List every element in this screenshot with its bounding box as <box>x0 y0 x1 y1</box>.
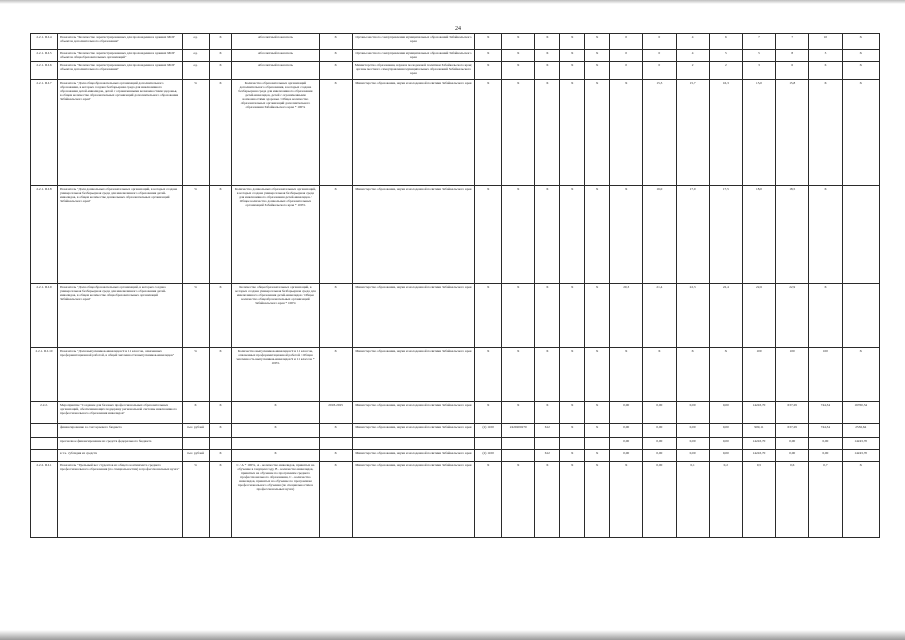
table-cell <box>585 438 610 450</box>
table-cell: 0,00 <box>809 438 842 450</box>
table-cell: Абсолютный показатель <box>232 50 319 62</box>
indicators-table <box>30 33 880 538</box>
table-cell: Х <box>502 284 535 348</box>
table-cell: 5 <box>742 50 775 62</box>
table-cell: Х <box>475 34 502 50</box>
table-cell: Х <box>610 186 643 284</box>
table-cell: Количество дошкольных образовательных организаций, в которых создана универсальная безбарьерная среда для инклюзивного образования детей-инвалидов / Общее количество дошкольных образовательных организаций Забайкальского края * 100% <box>232 186 319 284</box>
table-cell <box>560 438 585 450</box>
table-cell: Х <box>319 50 352 62</box>
table-cell: Х <box>209 284 232 348</box>
table-cell: Министерство образования, науки и молодежной политики Забайкальского края <box>352 424 474 438</box>
table-cell: 0,00 <box>809 450 842 462</box>
table-cell <box>31 450 58 462</box>
table-cell: Х <box>560 62 585 80</box>
table-row <box>31 348 880 402</box>
table-cell: Х <box>319 348 352 402</box>
table-cell: 0,00 <box>643 424 676 438</box>
table-cell: тыс. рублей <box>182 450 209 462</box>
table-cell <box>535 438 560 450</box>
table-cell: Х <box>809 186 842 284</box>
table-cell: Х <box>585 80 610 186</box>
table-cell: 0,00 <box>709 402 742 424</box>
table-cell: 7 <box>776 34 809 50</box>
table-cell: 4 <box>676 34 709 50</box>
table-cell: 14243,70 <box>842 450 879 462</box>
table-cell: Х <box>209 34 232 50</box>
table-cell: 0,00 <box>676 450 709 462</box>
table-cell: Министерство образования, науки и молодежной политики Забайкальского края <box>352 402 474 424</box>
table-cell: прогнозное финансирование из средств федерального бюджета <box>57 438 182 450</box>
table-cell: 3 <box>809 50 842 62</box>
table-cell: 10 <box>809 34 842 50</box>
table-cell: 8 <box>776 50 809 62</box>
table-cell: % <box>182 186 209 284</box>
table-cell: Х <box>585 450 610 462</box>
table-cell: 0,2 <box>709 462 742 538</box>
table-cell: Х <box>502 62 535 80</box>
table-cell: Показатель "Количество зарегистрированных для прохождения в зданиях МОУ объектов дополнительного образования" <box>57 34 182 50</box>
table-cell: Х <box>560 450 585 462</box>
table-cell: Количество выпускников-инвалидов 9 и 11 классов, охваченных профориентационной работой / Общая численность выпускников-инвалидов 9 и 11 классов * 100% <box>232 348 319 402</box>
table-cell: 22,3 <box>676 284 709 348</box>
table-cell: 2.2.1. II.I.9 <box>31 284 58 348</box>
table-cell: Х <box>842 80 879 186</box>
table-cell: Х <box>535 284 560 348</box>
table-cell: 7 <box>742 34 775 50</box>
table-cell: С / А * 100%, А - количество инвалидов, принятых на обучение в текущем году, В - количество инвалидов, принятых на обучение по программам среднего профессионального образования, С - количество инвалидов, принятых на обучение по программам профессионального обучения (по специальностям в профессиональных вузах) <box>232 462 319 538</box>
table-cell <box>352 438 474 450</box>
table-cell: Х <box>560 348 585 402</box>
table-cell: 0,7 <box>809 462 842 538</box>
table-row <box>31 284 880 348</box>
table-cell: Х <box>585 50 610 62</box>
table-cell <box>475 438 502 450</box>
table-cell: Органы местного самоуправления муниципальных образований Забайкальского края <box>352 34 474 50</box>
table-cell: Х <box>502 462 535 538</box>
table-cell: 0,00 <box>610 438 643 450</box>
table-cell: 0 <box>610 34 643 50</box>
table-cell: 3 <box>742 62 775 80</box>
table-cell: Министерство образования, науки и молодежной политики Забайкальского края <box>352 284 474 348</box>
table-cell: 612 <box>535 424 560 438</box>
table-cell: 16,3 <box>709 80 742 186</box>
table-cell: Х <box>560 80 585 186</box>
table-cell: 0,00 <box>643 438 676 450</box>
table-cell: Количество общеобразовательных организаций, в которых создана универсальная безбарьерная среда для инклюзивного образования детей-инвалидов / Общее количество общеобразовательных организаций Забайкальского края * 100% <box>232 284 319 348</box>
table-cell: 22,4 <box>709 284 742 348</box>
table-cell: Х <box>319 424 352 438</box>
table-cell: 6 <box>809 62 842 80</box>
table-cell: Х <box>475 462 502 538</box>
table-cell: 0 <box>643 50 676 62</box>
table-cell: 2.2.1. II.I.4 <box>31 34 58 50</box>
table-cell: 17,0 <box>676 186 709 284</box>
table-cell: 2.2.2. II.I.1 <box>31 462 58 538</box>
table-cell: 2.2.1. II.I.5 <box>31 50 58 62</box>
table-cell: 2018-2025 <box>319 402 352 424</box>
table-cell: 2.2.1. II.I.7 <box>31 80 58 186</box>
table-cell: Х <box>610 462 643 538</box>
table-cell: Х <box>232 450 319 462</box>
table-cell: Х <box>502 186 535 284</box>
table-cell: Х <box>809 80 842 186</box>
table-cell: Х <box>842 50 879 62</box>
table-cell: 0,00 <box>709 424 742 438</box>
table-row <box>31 450 880 462</box>
table-cell <box>319 438 352 450</box>
table-cell: Х <box>535 402 560 424</box>
table-cell: Х <box>535 50 560 62</box>
table-cell: Х <box>319 186 352 284</box>
table-cell: Абсолютный показатель <box>232 34 319 50</box>
table-cell: 909,11 <box>742 424 775 438</box>
table-cell: 0,1 <box>676 462 709 538</box>
table-cell: Х <box>502 80 535 186</box>
table-cell <box>182 438 209 450</box>
table-cell: (2) 1100 <box>475 424 502 438</box>
table-cell: Х <box>319 462 352 538</box>
table-cell: 100 <box>809 348 842 402</box>
table-cell: Показатель "Доля общеобразовательных организаций, в которых создана универсальная безбарьерная среда для инклюзивного образования детей-инвалидов, в общем количестве общеобразовательных организаций Забайкальского края" <box>57 284 182 348</box>
table-cell <box>209 438 232 450</box>
table-cell: 15,7 <box>676 80 709 186</box>
table-cell: 637,29 <box>776 402 809 424</box>
table-cell: Министерство образования, науки и молодежной политики Забайкальского края <box>352 186 474 284</box>
table-cell: Показатель "Количество зарегистрированных для прохождения в зданиях МОУ объектов общеобразовательных организаций" <box>57 50 182 62</box>
table-cell <box>842 284 879 348</box>
table-cell: 5 <box>709 50 742 62</box>
table-cell: 0,00 <box>643 450 676 462</box>
table-cell: Министерство образования, науки и молодежной политики Забайкальского края <box>352 462 474 538</box>
table-cell: Х <box>209 402 232 424</box>
table-cell: Х <box>560 186 585 284</box>
table-cell: 744,34 <box>809 402 842 424</box>
table-cell: 15,0 <box>742 80 775 186</box>
table-cell: Показатель "Доля дошкольных образовательных организаций, в которых создана универсальная безбарьерная среда для инклюзивного образования детей-инвалидов, в общем количестве дошкольных образовательных организаций Забайкальского края" <box>57 186 182 284</box>
table-cell: 0,00 <box>776 438 809 450</box>
table-cell: 0,00 <box>610 424 643 438</box>
table-cell: Х <box>535 80 560 186</box>
table-cell: 0,00 <box>643 462 676 538</box>
table-cell: Количество образовательных организаций дополнительного образования, в которых создана безбарьерная среда для инклюзивного образования детей-инвалидов, детей с ограниченными возможностями здоровья / Общее количество образовательных организаций дополнительного образования Забайкальского края * 100% <box>232 80 319 186</box>
table-cell: Х <box>209 62 232 80</box>
table-cell: Х <box>842 462 879 538</box>
table-cell: Х <box>560 462 585 538</box>
table-cell: Х <box>643 348 676 402</box>
table-cell: Показатель "Доля выпускников-инвалидов 9 и 11 классов, охваченных профориентационной работой, в общей численности выпускников-инвалидов" <box>57 348 182 402</box>
table-cell: Органы местного самоуправления муниципальных образований Забайкальского края <box>352 50 474 62</box>
table-cell: Х <box>585 462 610 538</box>
table-row <box>31 34 880 50</box>
table-cell: в т.ч. субсидия из средств <box>57 450 182 462</box>
table-cell: Министерство образования, науки и молодежной политики Забайкальского края <box>352 450 474 462</box>
table-row <box>31 50 880 62</box>
table-cell: 2536,64 <box>842 424 879 438</box>
table-cell <box>31 438 58 450</box>
table-cell: Х <box>585 402 610 424</box>
table-cell: 2420200270 <box>502 424 535 438</box>
table-cell: Х <box>585 424 610 438</box>
table-cell: Мероприятие "Создание для базовых профессиональных образовательных организаций, обеспечивающих поддержку региональной системы инклюзивного профессионального образования инвалидов" <box>57 402 182 424</box>
table-cell: 100 <box>742 348 775 402</box>
table-cell: 16,0 <box>643 186 676 284</box>
scan-edge-top <box>0 0 905 4</box>
table-cell: Х <box>475 402 502 424</box>
table-cell: Х <box>585 186 610 284</box>
table-cell: 17,5 <box>709 186 742 284</box>
table-cell: 18,5 <box>776 186 809 284</box>
table-cell: 0,00 <box>610 402 643 424</box>
table-cell: Х <box>475 186 502 284</box>
table-cell: Х <box>319 80 352 186</box>
table-cell: 100 <box>776 348 809 402</box>
table-row <box>31 80 880 186</box>
table-cell: 0,00 <box>610 450 643 462</box>
table-cell: Х <box>610 80 643 186</box>
table-cell: Х <box>585 348 610 402</box>
table-cell <box>842 186 879 284</box>
table-cell: 2 <box>676 62 709 80</box>
table-cell: Х <box>232 402 319 424</box>
table-cell: 2.2.2. <box>31 402 58 424</box>
table-cell: Х <box>610 348 643 402</box>
table-cell: Х <box>535 34 560 50</box>
table-cell: 14243,70 <box>742 402 775 424</box>
table-cell: Х <box>209 186 232 284</box>
table-row <box>31 438 880 450</box>
table-cell: финансирование за счет краевого бюджета <box>57 424 182 438</box>
table-cell: Х <box>560 50 585 62</box>
table-cell: Х <box>809 284 842 348</box>
table-cell: 612 <box>535 450 560 462</box>
table-cell: % <box>182 80 209 186</box>
table-cell: ед. <box>182 50 209 62</box>
table-cell: Х <box>502 34 535 50</box>
table-cell: 2.2.1. II.I.8 <box>31 186 58 284</box>
table-cell: Х <box>209 424 232 438</box>
table-cell: 0 <box>643 62 676 80</box>
table-cell <box>502 438 535 450</box>
table-cell: Х <box>319 62 352 80</box>
table-cell: 21,4 <box>643 284 676 348</box>
table-cell: 6 <box>776 62 809 80</box>
table-cell: Х <box>319 450 352 462</box>
table-cell: Х <box>232 424 319 438</box>
table-cell: Х <box>842 62 879 80</box>
table-cell: Х <box>475 284 502 348</box>
table-cell: Х <box>182 402 209 424</box>
table-cell: Х <box>585 284 610 348</box>
table-cell: Министерство образования, науки и молодежной политики Забайкальского края; органы местного самоуправления муниципальных образований Забайкальского края <box>352 62 474 80</box>
table-cell: 16760,34 <box>842 402 879 424</box>
table-cell: 2 <box>709 62 742 80</box>
table-cell: Х <box>535 186 560 284</box>
table-cell: 22,9 <box>776 284 809 348</box>
table-cell: 4 <box>676 50 709 62</box>
table-cell: Х <box>585 34 610 50</box>
table-cell: 0,00 <box>676 438 709 450</box>
table-cell: 6 <box>709 34 742 50</box>
table-cell: Х <box>709 348 742 402</box>
table-cell: 744,34 <box>809 424 842 438</box>
table-cell: Х <box>209 450 232 462</box>
table-cell: Х <box>502 348 535 402</box>
table-cell: 637,29 <box>776 424 809 438</box>
table-cell: Х <box>475 62 502 80</box>
table-cell: Х <box>475 348 502 402</box>
table-cell: Х <box>842 34 879 50</box>
table-cell: Х <box>676 348 709 402</box>
table-cell: Х <box>502 50 535 62</box>
table-cell: 2.2.1. II.I.10 <box>31 348 58 402</box>
table-cell: % <box>182 462 209 538</box>
table-cell: Х <box>585 62 610 80</box>
table-cell: 0,00 <box>643 402 676 424</box>
table-cell: 15,3 <box>643 80 676 186</box>
table-cell: 14243,70 <box>842 438 879 450</box>
table-cell: Х <box>502 402 535 424</box>
table-cell: тыс. рублей <box>182 424 209 438</box>
table-row <box>31 402 880 424</box>
page-number: 24 <box>455 26 461 32</box>
table-cell: 0,00 <box>709 450 742 462</box>
table-cell: 15,8 <box>776 80 809 186</box>
table-cell: Х <box>535 62 560 80</box>
table-cell: 0 <box>610 62 643 80</box>
table-cell: 20,3 <box>610 284 643 348</box>
table-cell: Х <box>560 284 585 348</box>
table-cell: 18,0 <box>742 186 775 284</box>
table-cell: Х <box>535 462 560 538</box>
table-cell: ед. <box>182 62 209 80</box>
table-cell: Х <box>209 462 232 538</box>
table-cell: (2) 1100 <box>475 450 502 462</box>
table-cell: Министерство образования, науки и молодежной политики Забайкальского края <box>352 80 474 186</box>
table-cell: Х <box>319 284 352 348</box>
table-cell: ед. <box>182 34 209 50</box>
table-cell: 0,5 <box>742 462 775 538</box>
table-cell: 14243,70 <box>742 450 775 462</box>
table-cell: 0 <box>643 34 676 50</box>
table-cell: 0,6 <box>776 462 809 538</box>
table-cell: 0,00 <box>676 402 709 424</box>
table-cell: 2.2.1. II.I.6 <box>31 62 58 80</box>
table-cell: Показатель "Удельный вес студентов из общего контингента среднего профессионального образования (по специальностям) в профессиональных вузах" <box>57 462 182 538</box>
table-row <box>31 62 880 80</box>
table-cell: Показатель "Доля общеобразовательных организаций дополнительного образования, в которых создана безбарьерная среда для инклюзивного образования детей-инвалидов, детей с ограниченными возможностями здоровья, в общем количестве образовательных организаций дополнительного образования Забайкальского края" <box>57 80 182 186</box>
table-cell <box>31 424 58 438</box>
table-cell: 0 <box>610 50 643 62</box>
table-cell: Х <box>475 50 502 62</box>
table-row <box>31 186 880 284</box>
table-cell: Х <box>475 80 502 186</box>
table-cell: 0,00 <box>776 450 809 462</box>
table-cell: 0,00 <box>676 424 709 438</box>
table-cell: 14243,70 <box>742 438 775 450</box>
table-cell: % <box>182 348 209 402</box>
table-cell <box>502 450 535 462</box>
table-cell: Х <box>209 348 232 402</box>
table-cell: Х <box>560 34 585 50</box>
table-cell: Х <box>209 50 232 62</box>
table-cell: % <box>182 284 209 348</box>
table-cell: Абсолютный показатель <box>232 62 319 80</box>
scan-edge-bottom <box>0 630 905 640</box>
table-cell: 22,6 <box>742 284 775 348</box>
table-cell: Показатель "Количество зарегистрированных для прохождения в зданиях МОУ объектов дополнительного образования" <box>57 62 182 80</box>
table-cell: Министерство образования, науки и молодежной политики Забайкальского края <box>352 348 474 402</box>
table-cell: Х <box>209 80 232 186</box>
table-row <box>31 462 880 538</box>
table-cell <box>232 438 319 450</box>
table-cell: Х <box>535 348 560 402</box>
table-cell: Х <box>842 348 879 402</box>
table-cell: 0,00 <box>709 438 742 450</box>
table-cell: Х <box>319 34 352 50</box>
table-row <box>31 424 880 438</box>
table-cell: Х <box>560 424 585 438</box>
table-cell: Х <box>560 402 585 424</box>
